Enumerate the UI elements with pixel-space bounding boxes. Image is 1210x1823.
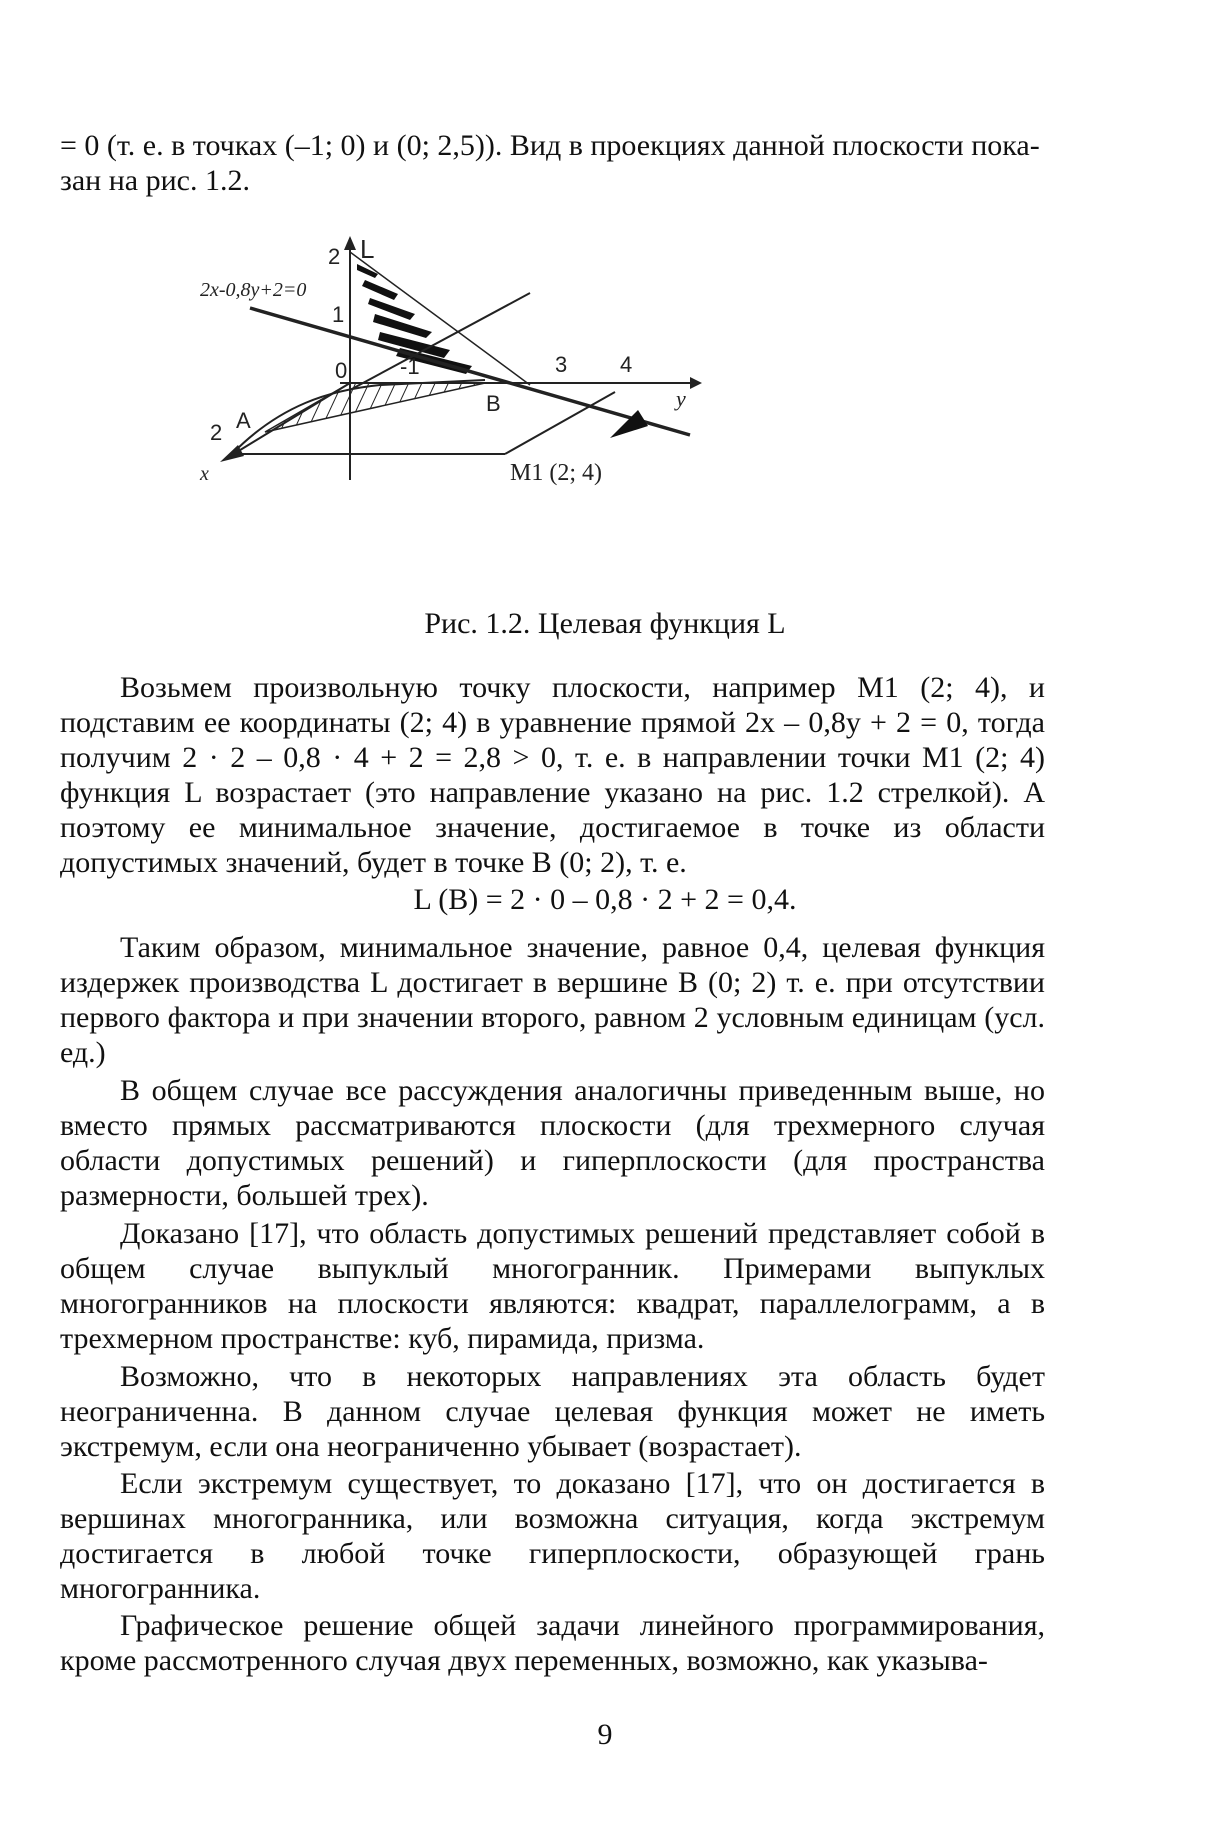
intro-line-1: = 0 (т. е. в точках (–1; 0) и (0; 2,5)). Вид в проекциях данной плоскости пока- [60, 129, 1040, 162]
axis-x-label: x [200, 463, 209, 485]
paragraph-4: Доказано [17], что область допустимых решений представляет собой в общем случае выпуклый многогранник. Примерами выпуклых многогранников на плоскости являются: квадрат, параллелограмм, а в трехмерном пространстве: куб, пирамида, призма. [60, 1217, 1045, 1355]
y-axis-arrow [690, 377, 702, 389]
tick-l-2: 2 [328, 244, 341, 269]
l-axis-arrow [344, 236, 356, 250]
paragraph-1: Возьмем произвольную точку плоскости, например M1 (2; 4), и подставим ее координаты (2; 4) в уравнение прямой 2x – 0,8y + 2 = 0, тогда получим 2 · 2 – 0,8 · 4 + 2 = 2,8 > 0, т. е. в направлении точки M1 (2; 4) функция L возрастает (это направление указано на рис. 1.2 стрелкой). А поэтому ее минимальное значение, достигаемое в точке из области допустимых значений, будет в точке B (0; 2), т. е. [60, 671, 1045, 879]
page-number: 9 [597, 1718, 613, 1751]
hatched-region [265, 383, 485, 432]
point-b-label: B [486, 391, 501, 416]
tick-minus-1: -1 [400, 354, 420, 379]
paragraph-5: Возможно, что в некоторых направлениях эта область будет неограниченна. В данном случае целевая функция может не иметь экстремум, если она неограниченно убывает (возрастает). [60, 1360, 1045, 1463]
figure-graph [200, 234, 810, 580]
axis-l-label: L [360, 234, 375, 264]
origin-label: 0 [335, 358, 348, 383]
point-m1-label: M1 (2; 4) [510, 460, 602, 486]
paragraph-7: Графическое решение общей задачи линейного программирования, кроме рассмотренного случая двух переменных, возможно, как указыва- [60, 1609, 1045, 1677]
paragraph-2: Таким образом, минимальное значение, равное 0,4, целевая функция издержек производства L достигает в вершине B (0; 2) т. е. при отсутствии первого фактора и при значении второго, равном 2 условным единицам (усл. ед.) [60, 931, 1045, 1069]
line-equation-label: 2x-0,8y+2=0 [200, 279, 307, 301]
axis-y-label: y [676, 386, 686, 411]
tick-y-3: 3 [555, 352, 568, 377]
tick-y-4: 4 [620, 352, 633, 377]
intro-line-2: зан на рис. 1.2. [60, 164, 250, 197]
m1-projection-line [505, 392, 615, 454]
figure-1-2 [200, 234, 810, 580]
formula-l-b: L (B) = 2 · 0 – 0,8 · 2 + 2 = 0,4. [413, 883, 797, 916]
rising-line [350, 293, 530, 390]
point-a-label: A [236, 408, 251, 433]
paragraph-3: В общем случае все рассуждения аналогичны приведенным выше, но вместо прямых рассматриваются плоскости (для трехмерного случая области допустимых решений) и гиперплоскости (для пространства размерности, большей трех). [60, 1074, 1045, 1212]
figure-caption: Рис. 1.2. Целевая функция L [424, 607, 786, 640]
tick-x-2: 2 [210, 420, 223, 445]
tick-l-1: 1 [332, 302, 345, 327]
paragraph-6: Если экстремум существует, то доказано [17], что он достигается в вершинах многогранника, или возможна ситуация, когда экстремум достигается в любой точке гиперплоскости, образующей грань многогранника. [60, 1467, 1045, 1605]
